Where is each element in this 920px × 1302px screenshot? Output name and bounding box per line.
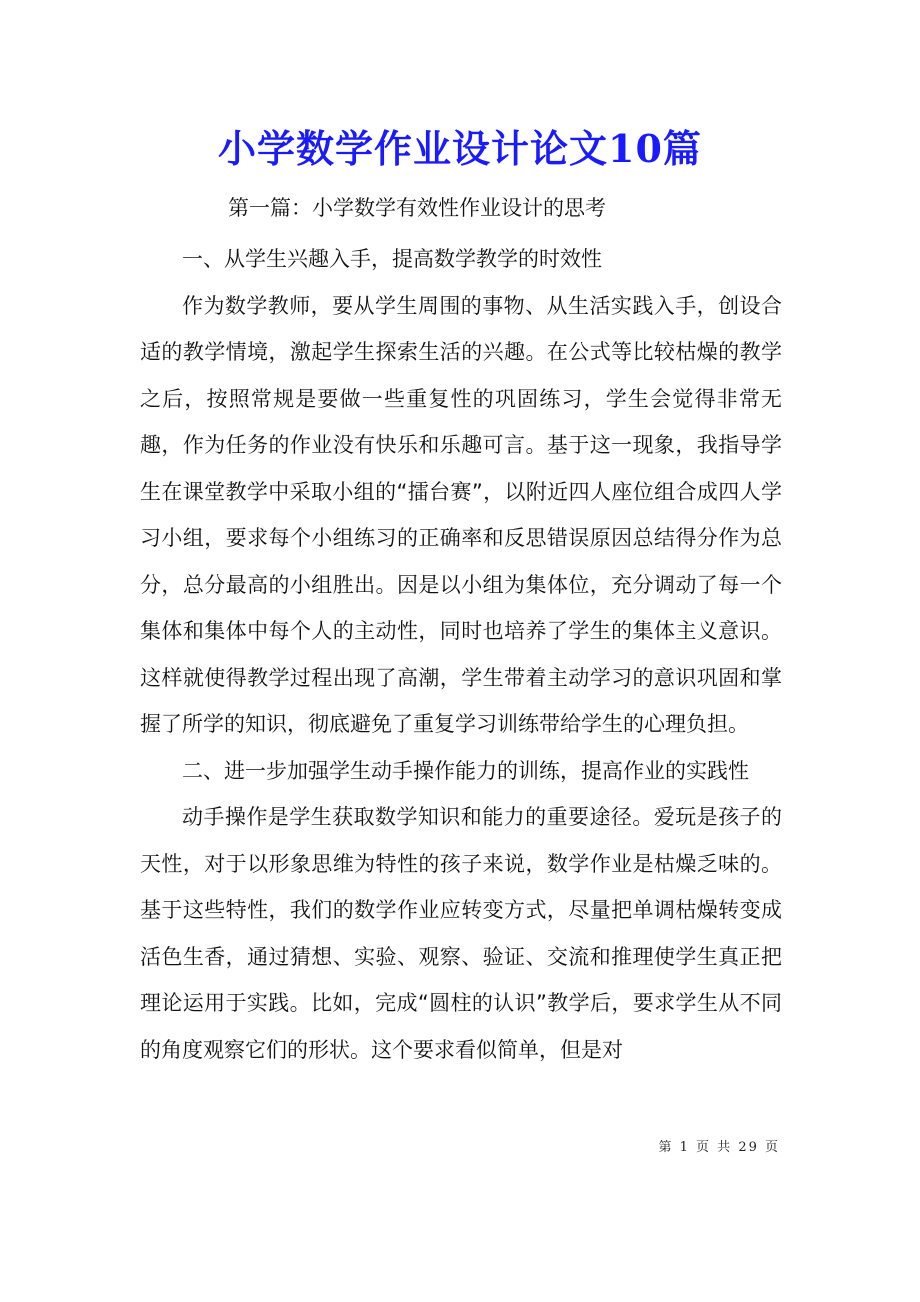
document-subtitle: 第一篇：小学数学有效性作业设计的思考	[228, 196, 606, 220]
document-body	[140, 236, 782, 1073]
section-paragraph-1: 作为数学教师，要从学生周围的事物、从生活实践入手，创设合适的教学情境，激起学生探索生活的兴趣。在公式等比较枯燥的教学之后，按照常规是要做一些重复性的巩固练习，学生会觉得非常无趣，作为任务的作业没有快乐和乐趣可言。基于这一现象，我指导学生在课堂教学中采取小组的“擂台赛”，以附近四人座位组合成四人学习小组，要求每个小组练习的正确率和反思错误原因总结得分作为总分，总分最高的小组胜出。因是以小组为集体位，充分调动了每一个集体和集体中每个人的主动性，同时也培养了学生的集体主义意识。这样就使得教学过程出现了高潮，学生带着主动学习的意识巩固和掌握了所学的知识，彻底避免了重复学习训练带给学生的心理负担。	[140, 293, 782, 736]
document-title: 小学数学作业设计论文10篇	[218, 126, 702, 171]
section-heading-2: 二、进一步加强学生动手操作能力的训练，提高作业的实践性	[182, 758, 749, 783]
section-heading-1: 一、从学生兴趣入手，提高数学教学的时效性	[182, 247, 602, 271]
section-paragraph-2: 动手操作是学生获取数学知识和能力的重要途径。爱玩是孩子的天性，对于以形象思维为特性的孩子来说，数学作业是枯燥乏味的。基于这些特性，我们的数学作业应转变方式，尽量把单调枯燥转变成活色生香，通过猜想、实验、观察、验证、交流和推理使学生真正把理论运用于实践。比如，完成“圆柱的认识”教学后，要求学生从不同的角度观察它们的形状。这个要求看似简单，但是对	[140, 805, 782, 1062]
page-number-footer: 第 1 页 共 29 页	[658, 1140, 780, 1155]
